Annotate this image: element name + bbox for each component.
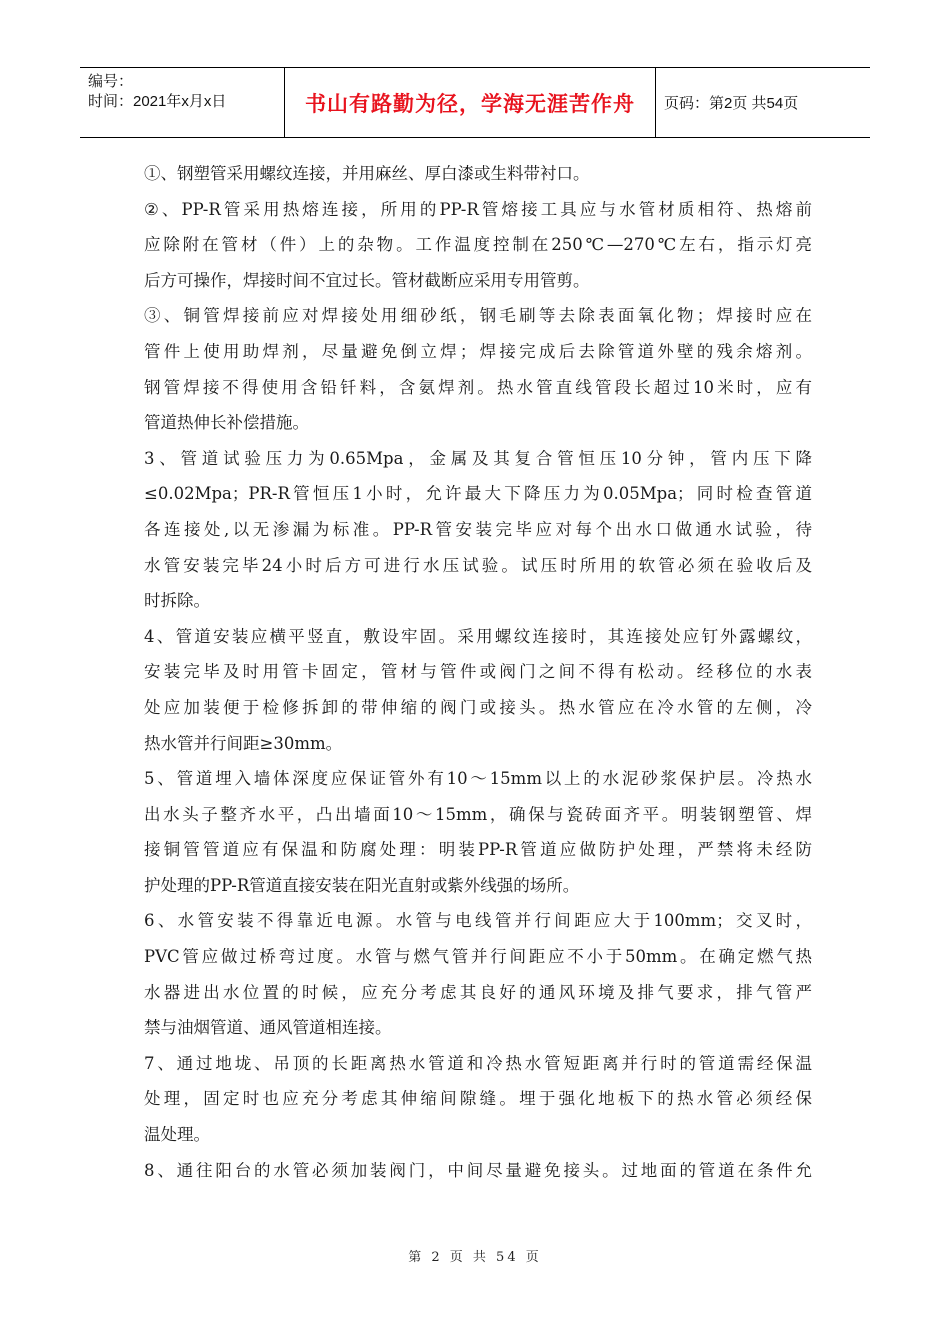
body-text: [144, 156, 812, 1188]
body-line: 后方可操作，焊接时间不宜过长。管材截断应采用专用管剪。: [144, 270, 590, 290]
header-meta: [80, 68, 285, 137]
page-header: [80, 67, 870, 138]
body-line: 管件上使用助焊剂，尽量避免倒立焊；焊接完成后去除管道外壁的残余熔剂。: [144, 341, 812, 361]
body-line: 安装完毕及时用管卡固定，管材与管件或阀门之间不得有松动。经移位的水表: [144, 662, 812, 682]
body-line: 8、通往阳台的水管必须加装阀门，中间尽量避免接头。过地面的管道在条件允: [144, 1160, 812, 1180]
body-line: 热水管并行间距≥30mm。: [144, 733, 343, 753]
page-footer: 第 2 页 共 54 页: [408, 1250, 542, 1265]
body-line: 4、管道安装应横平竖直，敷设牢固。采用螺纹连接时，其连接处应钉外露螺纹，: [144, 626, 812, 646]
body-line: ①、钢塑管采用螺纹连接，并用麻丝、厚白漆或生料带衬口。: [144, 164, 590, 183]
body-line: 禁与油烟管道、通风管道相连接。: [144, 1018, 392, 1038]
body-line: 出水头子整齐水平，凸出墙面10～15mm，确保与瓷砖面齐平。明装钢塑管、焊: [144, 804, 812, 824]
body-line: 水器进出水位置的时候，应充分考虑其良好的通风环境及排气要求，排气管严: [144, 982, 812, 1002]
body-line: 5、管道埋入墙体深度应保证管外有10～15mm以上的水泥砂浆保护层。冷热水: [144, 769, 812, 789]
body-line: 7、通过地垅、吊顶的长距离热水管道和冷热水管短距离并行时的管道需经保温: [144, 1053, 812, 1073]
body-line: 温处理。: [144, 1125, 210, 1145]
body-line: 水管安装完毕24小时后方可进行水压试验。试压时所用的软管必须在验收后及: [144, 555, 812, 575]
document-date: 时间：2021年x月x日: [88, 93, 227, 110]
body-line: 管道热伸长补偿措施。: [144, 413, 309, 433]
body-line: ③、铜管焊接前应对焊接处用细砂纸，钢毛刷等去除表面氧化物；焊接时应在: [144, 306, 812, 326]
body-line: PVC管应做过桥弯过度。水管与燃气管并行间距应不小于50mm。在确定燃气热: [144, 947, 812, 967]
body-line: ≤0.02Mpa；PR-R管恒压1小时，允许最大下降压力为0.05Mpa；同时检查管道: [144, 484, 812, 504]
header-page-info: 页码：第2页 共54页: [664, 95, 799, 112]
body-line: 6、水管安装不得靠近电源。水管与电线管并行间距应大于100mm；交叉时，: [144, 911, 812, 931]
body-line: 处应加装便于检修拆卸的带伸缩的阀门或接头。热水管应在冷水管的左侧，冷: [144, 697, 812, 717]
document-number-label: 编号：: [88, 73, 134, 90]
body-line: 时拆除。: [144, 591, 210, 611]
body-line: 应除附在管材（件）上的杂物。工作温度控制在250℃—270℃左右，指示灯亮: [144, 235, 812, 255]
body-line: 3、管道试验压力为0.65Mpa，金属及其复合管恒压10分钟，管内压下降: [144, 448, 812, 468]
body-line: 处理，固定时也应充分考虑其伸缩间隙缝。埋于强化地板下的热水管必须经保: [144, 1089, 812, 1109]
body-line: 护处理的PP-R管道直接安装在阳光直射或紫外线强的场所。: [144, 875, 580, 895]
header-motto: 书山有路勤为径，学海无涯苦作舟: [285, 68, 656, 137]
body-line: 接铜管管道应有保温和防腐处理：明装PP-R管道应做防护处理，严禁将未经防: [144, 840, 812, 860]
body-line: 各连接处,以无渗漏为标准。PP-R管安装完毕应对每个出水口做通水试验，待: [144, 519, 812, 539]
body-line: 钢管焊接不得使用含铅钎料，含氨焊剂。热水管直线管段长超过10米时，应有: [144, 377, 812, 397]
body-line: ②、PP-R管采用热熔连接，所用的PP-R管熔接工具应与水管材质相符、热熔前: [144, 199, 812, 219]
